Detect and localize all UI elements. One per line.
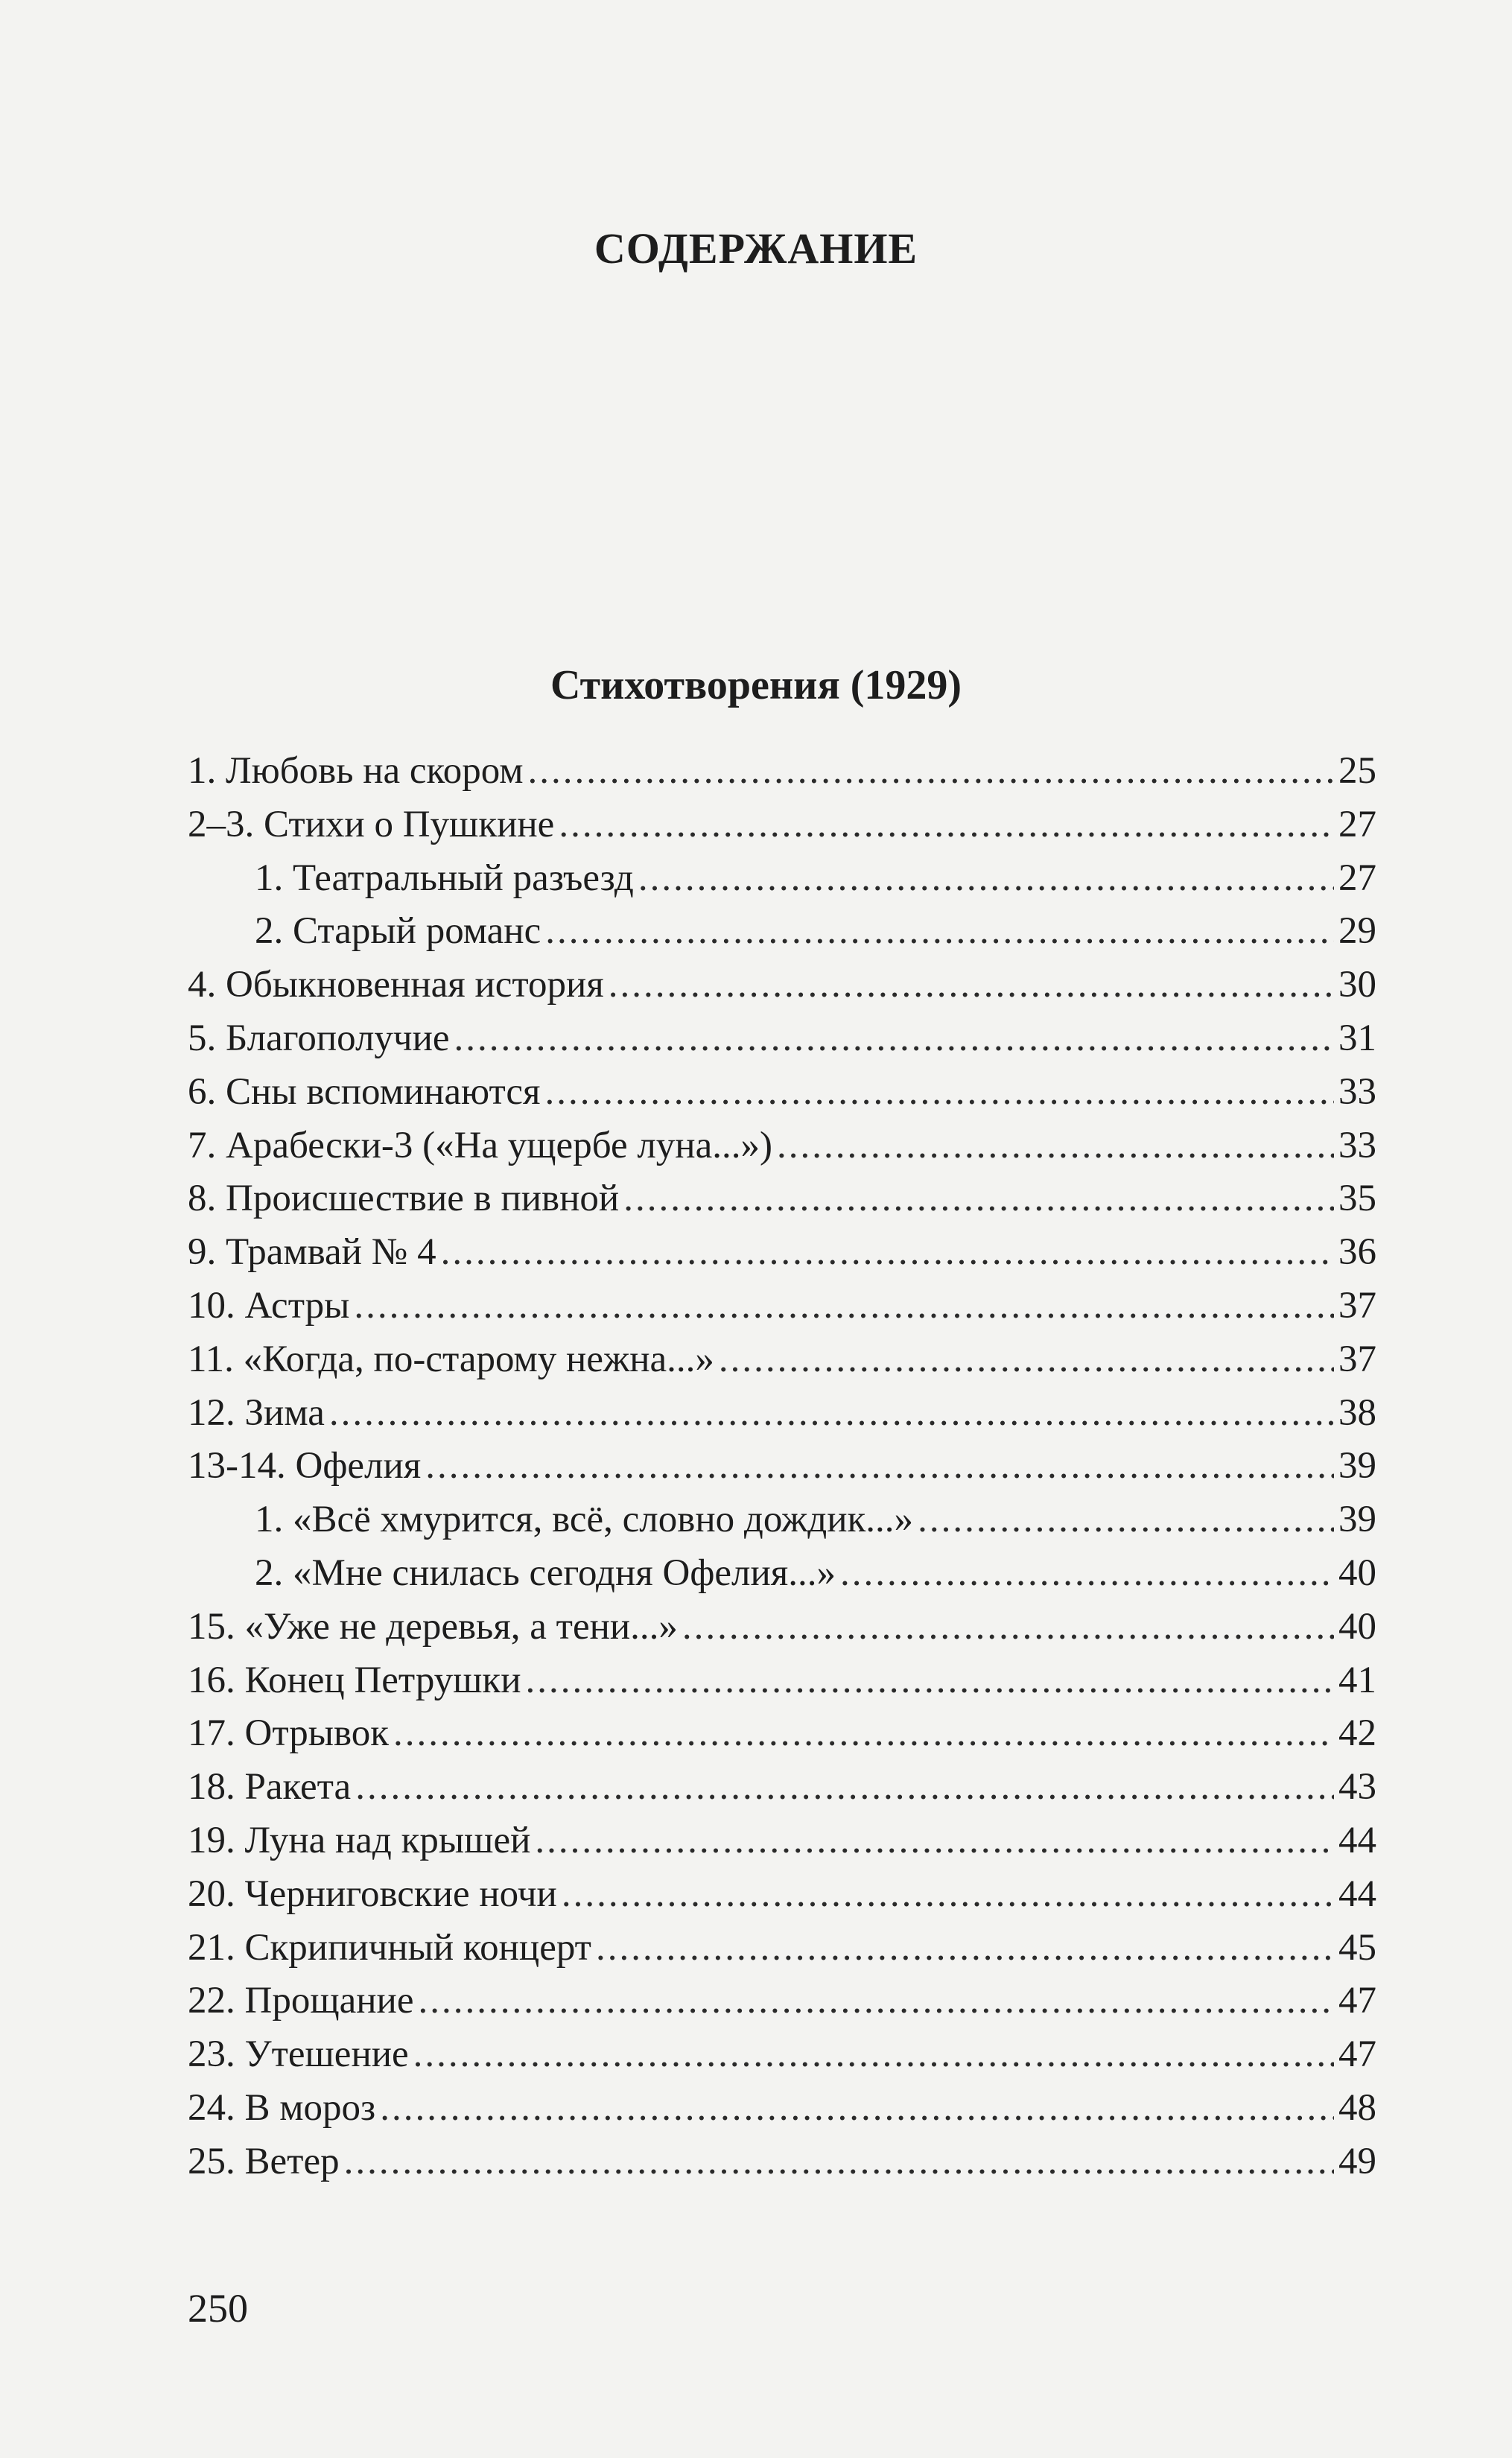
- toc-entry-page: 39: [1338, 1445, 1376, 1487]
- toc-entry-title: 15. «Уже не деревья, а тени...»: [188, 1605, 678, 1648]
- dot-leader: [918, 1493, 1334, 1547]
- toc-entry: [188, 1601, 1376, 1654]
- toc-entry: [188, 1922, 1376, 1975]
- dot-leader: [623, 1172, 1334, 1226]
- dot-leader: [526, 1654, 1335, 1708]
- toc-entry-page: 47: [1338, 2033, 1376, 2076]
- toc-entry-page: 41: [1338, 1659, 1376, 1701]
- toc-entry: [188, 2135, 1376, 2189]
- toc-entry-page: 47: [1338, 1980, 1376, 2022]
- toc-entry: [188, 1654, 1376, 1708]
- toc-entry-title: 12. Зима: [188, 1391, 325, 1434]
- toc-entry-title: 24. В мороз: [188, 2086, 376, 2129]
- toc-entry-page: 37: [1338, 1338, 1376, 1380]
- toc-entry: [188, 1707, 1376, 1761]
- toc-entry-page: 48: [1338, 2086, 1376, 2129]
- dot-leader: [545, 1066, 1335, 1120]
- toc-entry-title: 19. Луна над крышей: [188, 1819, 531, 1861]
- toc-entry: [188, 1280, 1376, 1333]
- toc-entry-page: 40: [1338, 1552, 1376, 1594]
- toc-entry-page: 44: [1338, 1819, 1376, 1861]
- page-title: СОДЕРЖАНИЕ: [594, 224, 918, 273]
- toc-entry: [188, 1868, 1376, 1922]
- dot-leader: [418, 1975, 1334, 2028]
- toc-entry-page: 39: [1338, 1499, 1376, 1541]
- dot-leader: [638, 852, 1334, 906]
- toc-entry-page: 42: [1338, 1712, 1376, 1755]
- toc-entry-title: 4. Обыкновенная история: [188, 964, 604, 1006]
- toc-entry-title: 17. Отрывок: [188, 1712, 390, 1755]
- dot-leader: [454, 1012, 1335, 1066]
- toc-entry: [188, 1761, 1376, 1814]
- dot-leader: [777, 1120, 1334, 1173]
- toc-entry: [188, 1066, 1376, 1120]
- toc-entry-page: 27: [1338, 803, 1376, 845]
- toc-entry-page: 45: [1338, 1926, 1376, 1969]
- dot-leader: [393, 1707, 1334, 1761]
- dot-leader: [609, 959, 1334, 1012]
- dot-leader: [413, 2028, 1334, 2082]
- dot-leader: [425, 1440, 1334, 1493]
- toc-entry-title: 11. «Когда, по-старому нежна...»: [188, 1338, 714, 1380]
- toc-entry: [188, 959, 1376, 1012]
- toc-entry-title: 21. Скрипичный концерт: [188, 1926, 591, 1969]
- dot-leader: [719, 1333, 1334, 1387]
- toc-entry: [188, 1333, 1376, 1387]
- toc-entry: [188, 1387, 1376, 1441]
- toc-entry-title: 7. Арабески-3 («На ущербе луна...»): [188, 1124, 772, 1166]
- toc-entry-title: 25. Ветер: [188, 2140, 340, 2182]
- dot-leader: [441, 1226, 1334, 1280]
- toc-subentry: [188, 1547, 1376, 1601]
- toc-entry: [188, 1975, 1376, 2028]
- dot-leader: [562, 1868, 1334, 1922]
- toc-entry: [188, 2082, 1376, 2135]
- dot-leader: [354, 1280, 1334, 1333]
- toc-entry-page: 36: [1338, 1231, 1376, 1274]
- toc-entry-page: 27: [1338, 857, 1376, 899]
- toc-entry-title: 6. Сны вспоминаются: [188, 1070, 541, 1113]
- toc-entry-title: 8. Происшествие в пивной: [188, 1178, 620, 1220]
- toc-entry-title: 2–3. Стихи о Пушкине: [188, 803, 555, 845]
- toc-subentry: [188, 1493, 1376, 1547]
- toc-entry-title: 1. Любовь на скором: [188, 750, 524, 792]
- toc-entry-title: 20. Черниговские ночи: [188, 1873, 557, 1915]
- toc-entry-page: 38: [1338, 1391, 1376, 1434]
- dot-leader: [380, 2082, 1334, 2135]
- page-number: 250: [188, 2286, 248, 2331]
- toc-entry-title: 1. «Всё хмурится, всё, словно дождик...»: [255, 1499, 914, 1541]
- toc-entry: [188, 745, 1376, 798]
- toc-entry-page: 43: [1338, 1766, 1376, 1808]
- toc-entry-title: 10. Астры: [188, 1284, 350, 1327]
- toc-entry-page: 40: [1338, 1605, 1376, 1648]
- toc-entry-title: 5. Благополучие: [188, 1017, 450, 1059]
- toc-entry-title: 16. Конец Петрушки: [188, 1659, 521, 1701]
- toc-entry-page: 33: [1338, 1070, 1376, 1113]
- dot-leader: [596, 1922, 1334, 1975]
- toc-entry-title: 23. Утешение: [188, 2033, 409, 2076]
- toc-entry: [188, 798, 1376, 852]
- dot-leader: [840, 1547, 1334, 1601]
- dot-leader: [329, 1387, 1334, 1441]
- toc-entry: [188, 2028, 1376, 2082]
- toc-entry: [188, 1172, 1376, 1226]
- toc-entry-title: 13-14. Офелия: [188, 1445, 422, 1487]
- toc-entry: [188, 1012, 1376, 1066]
- toc-subentry: [188, 852, 1376, 906]
- toc-entry-page: 30: [1338, 964, 1376, 1006]
- toc-entry-page: 49: [1338, 2140, 1376, 2182]
- toc-entry-title: 18. Ракета: [188, 1766, 352, 1808]
- toc-entry-page: 37: [1338, 1284, 1376, 1327]
- dot-leader: [535, 1814, 1334, 1868]
- toc-entry-title: 9. Трамвай № 4: [188, 1231, 436, 1274]
- toc-entry-page: 29: [1338, 910, 1376, 953]
- dot-leader: [682, 1601, 1334, 1654]
- toc-entry: [188, 1440, 1376, 1493]
- toc-entry-page: 25: [1338, 750, 1376, 792]
- toc-entry-title: 2. «Мне снилась сегодня Офелия...»: [255, 1552, 836, 1594]
- dot-leader: [559, 798, 1334, 852]
- toc-entry-title: 22. Прощание: [188, 1980, 414, 2022]
- section-heading: Стихотворения (1929): [550, 662, 962, 708]
- toc-subentry: [188, 905, 1376, 959]
- toc-entry-title: 2. Старый романс: [255, 910, 541, 953]
- dot-leader: [355, 1761, 1334, 1814]
- toc-entry: [188, 1814, 1376, 1868]
- table-of-contents: [188, 745, 1376, 2189]
- toc-entry-page: 44: [1338, 1873, 1376, 1915]
- toc-entry: [188, 1226, 1376, 1280]
- toc-entry-page: 31: [1338, 1017, 1376, 1059]
- toc-entry-page: 33: [1338, 1124, 1376, 1166]
- toc-entry-page: 35: [1338, 1178, 1376, 1220]
- toc-entry: [188, 1120, 1376, 1173]
- toc-entry-title: 1. Театральный разъезд: [255, 857, 634, 899]
- dot-leader: [545, 905, 1334, 959]
- dot-leader: [344, 2135, 1334, 2189]
- dot-leader: [528, 745, 1334, 798]
